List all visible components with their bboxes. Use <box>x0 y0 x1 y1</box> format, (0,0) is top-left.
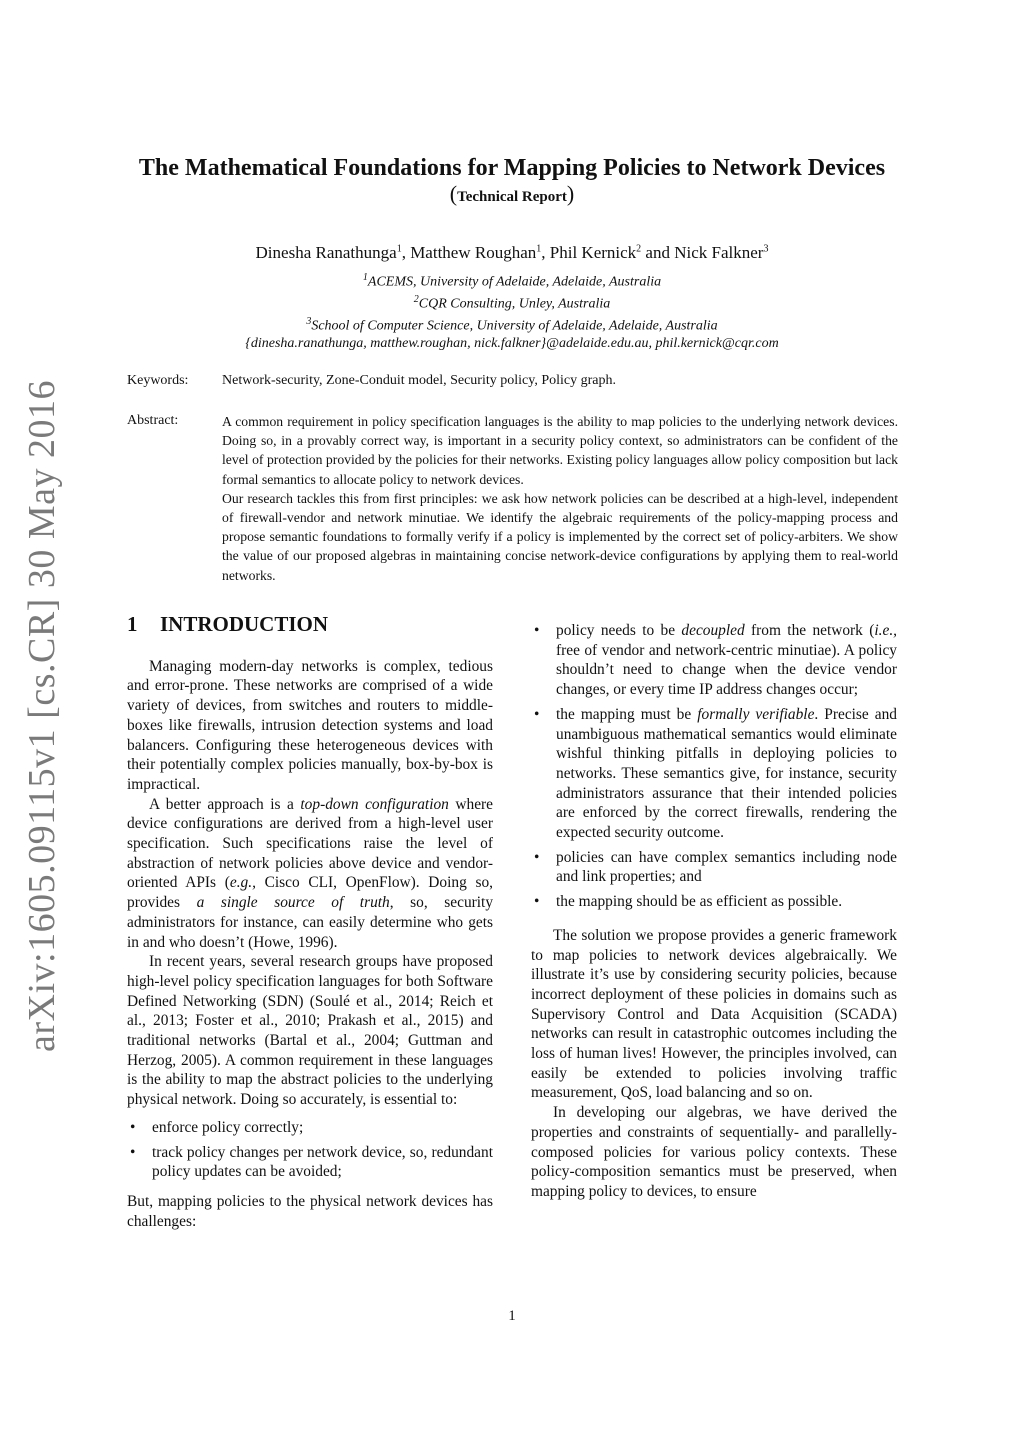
section-title: INTRODUCTION <box>160 612 329 636</box>
affiliation-text: ACEMS, University of Adelaide, Adelaide, Australia <box>367 274 662 290</box>
author-affil-mark: 1 <box>396 243 402 255</box>
bullet-icon: • <box>534 893 540 911</box>
abstract-paragraph: Our research tackles this from first principles: we ask how network policies can be described at a high-level, independent of firewall-vendor and network minutiae. We identify the algebraic requirements of the policy-mapping process and propose semantic foundations to formally verify if a policy is implemented by the correct set of policy-arbiters. We show the value of our proposed algebras in maintaining concise network-device configurations by applying them to real-world networks. <box>222 490 898 583</box>
bullet-icon: • <box>130 1118 136 1136</box>
section-heading <box>127 612 493 636</box>
emphasis: a single source of truth <box>196 894 390 912</box>
text-run: where device configurations are derived from a high-level user specification. Such specifications raise the level of abstraction of network policies above device and vendor-oriented APIs ( <box>127 795 493 892</box>
text-run: . Precise and unambiguous mathematical semantics would eliminate wishful thinking pitfalls in deploying policies to networks. These semantics give, for instance, security administrators assurance that their intended policies are enforced by the correct firewalls, rendering the expected security outcome. <box>556 705 897 842</box>
list-item <box>531 892 897 912</box>
affiliation-3 <box>0 316 1024 335</box>
subtitle-close-paren: ) <box>566 181 575 206</box>
affiliation-text: School of Computer Science, University of Adelaide, Adelaide, Australia <box>311 318 718 334</box>
list-item-text: track policy changes per network device, so, redundant policy updates can be avoided; <box>152 1143 493 1181</box>
abstract-paragraph: A common requirement in policy specification languages is the ability to map policies to the underlying network devices. Doing so, in a provably correct way, is important in a security policy context, so administrators can be confident of the level of protection provided by the policies for their networks. Existing policy languages allow policy composition but lack formal semantics to allocate policy to network devices. <box>222 414 898 487</box>
author-name: Phil Kernick <box>549 243 637 262</box>
keywords-label: Keywords: <box>127 373 189 388</box>
bullet-icon: • <box>534 848 540 866</box>
subtitle-text: Technical Report <box>457 189 567 205</box>
affiliation-text: CQR Consulting, Unley, Australia <box>418 296 611 312</box>
affiliation-mark: 1 <box>362 272 368 283</box>
body-paragraph <box>127 795 493 953</box>
author-separator: , <box>401 243 411 262</box>
left-column <box>127 612 494 1231</box>
emphasis: e.g., <box>229 874 256 892</box>
body-paragraph: In recent years, several research groups have proposed high-level policy specification languages for both Software Defined Networking (SDN) (Soulé et al., 2014; Reich et al., 2013; Foster et al., 2010; Prakash et al., 2015) and traditional networks (Bartal et al., 2004; Guttman and Herzog, 2005). A common requirement in these languages is the ability to map the abstract policies to the underlying physical network. Doing so accurately, is essential to: <box>127 953 493 1109</box>
text-run: policy needs to be <box>556 622 682 639</box>
affiliation-mark: 2 <box>413 294 419 305</box>
right-column <box>531 621 897 1202</box>
bullet-list <box>127 1118 493 1182</box>
affiliation-mark: 3 <box>306 316 312 327</box>
author-list <box>0 243 1024 263</box>
author-name: Dinesha Ranathunga <box>255 243 397 262</box>
bullet-icon: • <box>130 1143 136 1161</box>
keywords-text: Network-security, Zone-Conduit model, Security policy, Policy graph. <box>222 373 616 388</box>
emphasis: formally verifiable <box>697 705 815 723</box>
body-paragraph: The solution we propose provides a generic framework to map policies to network devices algebraically. We illustrate it’s use by considering security policies, because incorrect deployment of these policies in domains such as Supervisory Control and Data Acquisition (SCADA) networks can result in catastrophic outcomes including the loss of human lives! However, the principles involved, can easily be extended to policies involving traffic measurement, QoS, load balancing and so on. <box>531 926 897 1102</box>
list-item-text: enforce policy correctly; <box>152 1118 304 1136</box>
author-affil-mark: 3 <box>763 243 769 255</box>
author-separator: and <box>641 243 675 262</box>
affiliation-1 <box>0 272 1024 291</box>
body-paragraph: Managing modern-day networks is complex, tedious and error-prone. These networks are comprised of a wide variety of devices, from switches and routers to middle-boxes like firewalls, intrusion detection systems and load balancers. Configuring these heterogeneous devices with their potentially complex policies manually, box-by-box is impractical. <box>127 657 493 793</box>
subtitle-open-paren: ( <box>449 181 458 206</box>
arxiv-identifier: arXiv:1605.09115v1 [cs.CR] 30 May 2016 <box>21 380 63 1052</box>
list-item <box>127 1143 493 1182</box>
list-item <box>127 1118 493 1138</box>
bullet-list <box>531 621 897 912</box>
text-run: free of vendor and network-centric minutiae). A policy shouldn’t need to change when the device vendor changes, or every time IP address changes occur; <box>556 641 897 699</box>
emphasis: i.e., <box>874 622 898 639</box>
list-item-text: policies can have complex semantics including node and link properties; and <box>556 848 897 886</box>
list-item <box>531 705 897 843</box>
list-item <box>531 621 897 700</box>
abstract-body <box>222 412 898 585</box>
author-name: Matthew Roughan <box>410 243 537 262</box>
paper-title: The Mathematical Foundations for Mapping Policies to Network Devices <box>138 155 886 181</box>
page-number: 1 <box>508 1308 516 1324</box>
text-run: , so, security administrators for instance, can easily determine who gets in and who doesn’t (Howe, 1996). <box>127 894 494 951</box>
author-emails: {dinesha.ranathunga, matthew.roughan, nick.falkner}@adelaide.edu.au, phil.kernick@cqr.com <box>245 336 779 351</box>
author-affil-mark: 1 <box>536 243 542 255</box>
list-item <box>531 848 897 887</box>
section-number: 1 <box>127 612 138 636</box>
list-item-text: the mapping should be as efficient as possible. <box>556 893 843 911</box>
author-name: Nick Falkner <box>674 243 764 262</box>
emphasis: top-down configuration <box>300 795 449 813</box>
bullet-icon: • <box>534 622 540 639</box>
emphasis: decoupled <box>681 622 745 639</box>
text-run: Cisco CLI, OpenFlow). Doing so, provides <box>127 874 493 912</box>
affiliation-2 <box>0 294 1024 313</box>
author-separator: , <box>541 243 550 262</box>
paper-subtitle <box>0 181 1024 207</box>
body-paragraph: In developing our algebras, we have derived the properties and constraints of sequentially- and parallelly-composed policies for various policy contexts. These policy-composition semantics must be preserved, when mapping policy to devices, to ensure <box>531 1104 897 1200</box>
text-run: A better approach is a <box>149 795 301 813</box>
text-run: from the network ( <box>744 622 875 639</box>
text-run: the mapping must be <box>556 705 698 723</box>
author-affil-mark: 2 <box>636 243 642 255</box>
body-paragraph: But, mapping policies to the physical network devices has challenges: <box>127 1192 493 1230</box>
abstract-label: Abstract: <box>127 413 179 428</box>
bullet-icon: • <box>534 705 540 723</box>
